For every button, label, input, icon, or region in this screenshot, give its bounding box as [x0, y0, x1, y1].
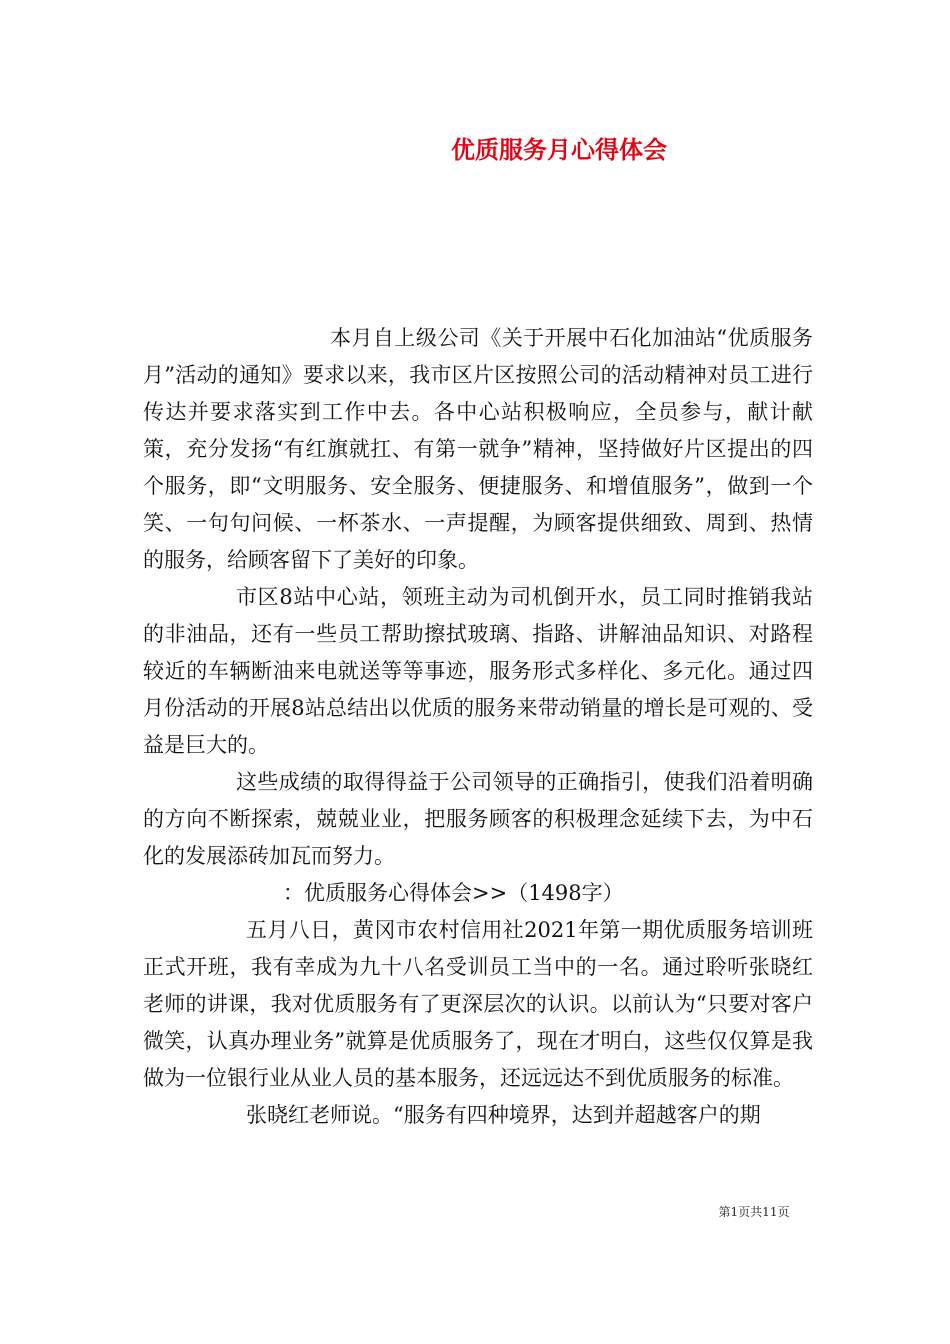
paragraph: 张晓红老师说。“服务有四种境界，达到并超越客户的期 — [246, 1103, 761, 1127]
paragraph: 五月八日，黄冈市农村信用社2021年第一期优质服务培训班正式开班，我有幸成为九十八名受训员工当中的一名。通过聆听张晓红老师的讲课，我对优质服务有了更深层次的认识。以前认为“只要对客户微笑，认真办理业务”就算是优质服务了，现在才明白，这些仅仅算是我做为一位银行业从业人员的基本服务，还远远达不到优质服务的标准。 — [143, 918, 813, 1090]
paragraph: 这些成绩的取得得益于公司领导的正确指引，使我们沿着明确的方向不断探索，兢兢业业，把服务顾客的积极理念延续下去，为中石化的发展添砖加瓦而努力。 — [143, 770, 813, 868]
paragraph: 市区8站中心站，领班主动为司机倒开水，员工同时推销我站的非油品，还有一些员工帮助擦拭玻璃、指路、讲解油品知识、对路程较近的车辆断油来电就送等等事迹，服务形式多样化、多元化。通过四月份活动的开展8站总结出以优质的服务来带动销量的增长是可观的、受益是巨大的。 — [143, 585, 813, 757]
page-number-footer: 第1页共11页 — [718, 1205, 790, 1219]
paragraph: 本月自上级公司《关于开展中石化加油站“优质服务月”活动的通知》要求以来，我市区片区按照公司的活动精神对员工进行传达并要求落实到工作中去。各中心站积极响应，全员参与，献计献策，充分发扬“有红旗就扛、有第一就争”精神，坚持做好片区提出的四个服务，即“文明服务、安全服务、便捷服务、和增值服务”，做到一个笑、一句句问候、一杯茶水、一声提醒，为顾客提供细致、周到、热情的服务，给顾客留下了美好的印象。 — [143, 326, 813, 572]
document-title: 优质服务月心得体会 — [451, 135, 667, 164]
section-heading: ：优质服务心得体会>>（1498字） — [283, 881, 624, 905]
document-body — [143, 320, 813, 1134]
